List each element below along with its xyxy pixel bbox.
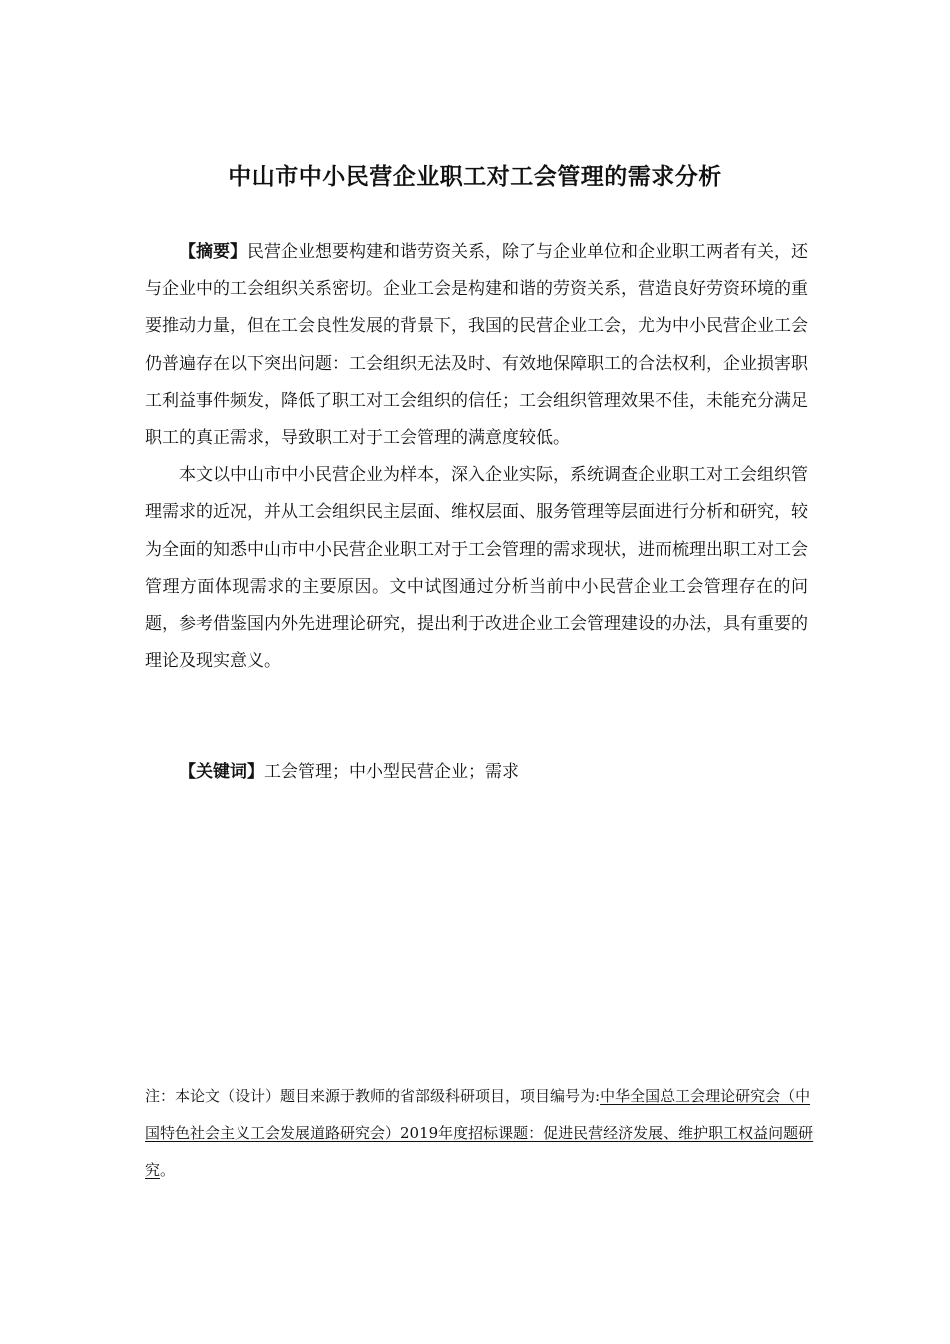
abstract-paragraph-2: 本文以中山市中小民营企业为样本，深入企业实际，系统调查企业职工对工会组织管理需求的近况，并从工会组织民主层面、维权层面、服务管理等层面进行分析和研究，较为全面的知悉中山市中小民营企业职工对于工会管理的需求现状，进而梳理出职工对工会管理方面体现需求的主要原因。文中试图通过分析当前中小民营企业工会管理存在的问题，参考借鉴国内外先进理论研究，提出利于改进企业工会管理建设的办法，具有重要的理论及现实意义。: [145, 465, 808, 672]
footnote: [145, 1078, 825, 1189]
footnote-project-title: 中华全国总工会理论研究会（中国特色社会主义工会发展道路研究会）2019年度招标课题：促进民营经济发展、维护职工权益问题研究: [145, 1087, 814, 1179]
footnote-suffix: 。: [160, 1161, 176, 1179]
abstract-section: [145, 234, 808, 680]
keywords-line: [145, 754, 808, 791]
keywords-text: 工会管理；中小型民营企业；需求: [264, 762, 519, 782]
document-title: 中山市中小民营企业职工对工会管理的需求分析: [228, 164, 722, 190]
footnote-prefix: 注：本论文（设计）题目来源于教师的省部级科研项目，项目编号为:: [145, 1087, 601, 1105]
keywords-label: 【关键词】: [179, 762, 264, 782]
abstract-text-1: 民营企业想要构建和谐劳资关系，除了与企业单位和企业职工两者有关，还与企业中的工会组织关系密切。企业工会是构建和谐的劳资关系，营造良好劳资环境的重要推动力量，但在工会良性发展的背景下，我国的民营企业工会，尤为中小民营企业工会仍普遍存在以下突出问题：工会组织无法及时、有效地保障职工的合法权利，企业损害职工利益事件频发，降低了职工对工会组织的信任；工会组织管理效果不佳，未能充分满足职工的真正需求，导致职工对于工会管理的满意度较低。: [145, 242, 808, 449]
keywords-section: [145, 754, 808, 791]
abstract-label: 【摘要】: [179, 242, 247, 262]
abstract-paragraph-1: [145, 234, 808, 457]
